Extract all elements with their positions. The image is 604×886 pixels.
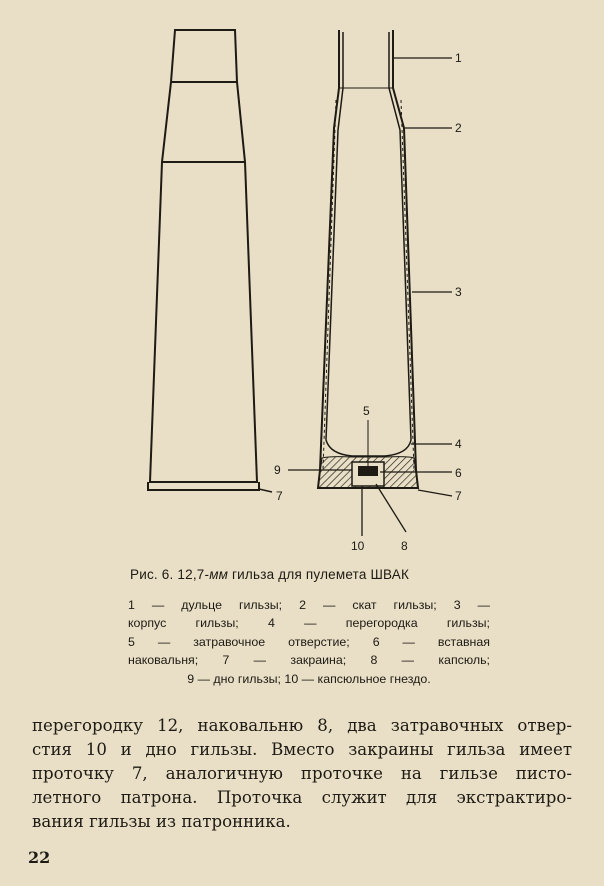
- body-line: вания гильзы из патронника.: [32, 812, 291, 831]
- body-line: проточку 7, аналогичную проточке на гильзе писто-: [32, 764, 572, 783]
- figure-label-3: 3: [455, 285, 462, 299]
- figure-label-7: 7: [455, 489, 462, 503]
- figure-label-1: 1: [455, 51, 462, 65]
- body-line: стия 10 и дно гильзы. Вместо закраины гильза имеет: [32, 740, 572, 759]
- figure-legend: [128, 596, 490, 688]
- figure-label-10: 10: [351, 539, 365, 553]
- case-section-view: [318, 30, 418, 488]
- legend-line: 5 — затравочное отверстие; 6 — вставная: [128, 634, 490, 649]
- figure-label-9: 9: [274, 463, 281, 477]
- page-number: 22: [28, 848, 51, 867]
- body-line: летного патрона. Проточка служит для экстрактиро-: [32, 788, 572, 807]
- figure-label-6: 6: [455, 466, 462, 480]
- legend-line: наковальня; 7 — закраина; 8 — капсюль;: [128, 653, 490, 668]
- anvil: [358, 466, 378, 476]
- figure-label-2: 2: [455, 121, 462, 135]
- legend-line: 9 — дно гильзы; 10 — капсюльное гнездо.: [187, 671, 431, 686]
- body-line: перегородку 12, наковальню 8, два затравочных отвер-: [32, 716, 572, 735]
- figure-label-4: 4: [455, 437, 462, 451]
- figure-label-5: 5: [363, 404, 370, 418]
- figure-label-8: 8: [401, 539, 408, 553]
- caption-prefix: Рис. 6. 12,7-: [130, 567, 210, 582]
- caption-unit: мм: [209, 567, 229, 582]
- figure-label-7-left: 7: [276, 489, 283, 503]
- figure-caption: [130, 567, 490, 582]
- legend-line: 1 — дульце гильзы; 2 — скат гильзы; 3 —: [128, 598, 490, 612]
- legend-line: корпус гильзы; 4 — перегородка гильзы;: [128, 616, 490, 631]
- case-external-view: [148, 30, 272, 492]
- body-paragraph: [32, 714, 572, 834]
- caption-suffix: гильза для пулемета ШВАК: [228, 567, 410, 582]
